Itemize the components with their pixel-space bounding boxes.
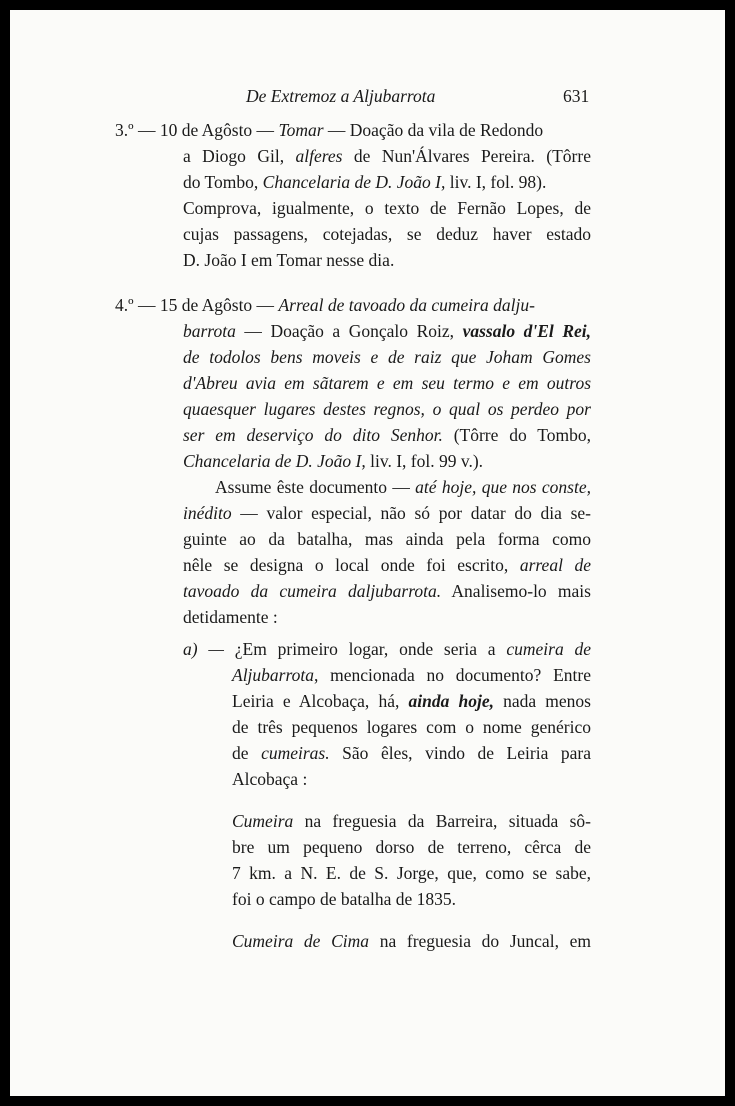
cumeira-line2: bre um pequeno dorso de terreno, cêrca de (232, 837, 591, 857)
para-a-line3: Leiria e Alcobaça, há, ainda hoje, nada menos (232, 691, 591, 711)
entry3-line4: Comprova, igualmente, o texto de Fernão Lopes, de (183, 198, 591, 218)
entry3-line6: D. João I em Tomar nesse dia. (183, 250, 395, 270)
cumeira-line1: Cumeira na freguesia da Barreira, situada sô- (232, 811, 591, 831)
entry4-line5: quaesquer lugares destes regnos, o qual os perdeo por (183, 399, 591, 419)
assume-line2: inédito — valor especial, não só por datar do dia se- (183, 503, 591, 523)
assume-line3: guinte ao da batalha, mas ainda pela forma como (183, 529, 591, 549)
para-a-line5: de cumeiras. São êles, vindo de Leiria para (232, 743, 591, 763)
entry4-line3: de todolos bens moveis e de raiz que Joham Gomes (183, 347, 591, 367)
entry3-line5: cujas passagens, cotejadas, se deduz haver estado (183, 224, 591, 244)
entry3-line2: a Diogo Gil, alferes de Nun'Álvares Pereira. (Tôrre (183, 146, 591, 166)
entry4-line2: barrota — Doação a Gonçalo Roiz, vassalo d'El Rei, (183, 321, 592, 341)
cumeira-line4: foi o campo de batalha de 1835. (232, 889, 457, 909)
assume-line6: detidamente : (183, 607, 278, 627)
para-a-line6: Alcobaça : (232, 769, 308, 789)
page-header (10, 86, 725, 112)
entry4-line4: d'Abreu avia em sãtarem e em seu termo e em outros (183, 373, 591, 393)
entry4-line1: 4.º — 15 de Agôsto — Arreal de tavoado da cumeira dalju- (115, 295, 535, 315)
para-a-line2: Aljubarrota, mencionada no documento? Entre (232, 665, 591, 685)
book-page (10, 10, 725, 1096)
entry3-line3: do Tombo, Chancelaria de D. João I, liv. I, fol. 98). (183, 172, 547, 192)
entry4-number: 4.º (115, 295, 134, 315)
assume-line4: nêle se designa o local onde foi escrito, arreal de (183, 555, 591, 575)
running-title: De Extremoz a Aljubarrota (246, 86, 436, 106)
entry4-line6: ser em deserviço do dito Senhor. (Tôrre do Tombo, (183, 425, 591, 445)
entry3-number: 3.º (115, 120, 134, 140)
para-a-label: a) — (183, 639, 235, 659)
cima-line1: Cumeira de Cima na freguesia do Juncal, em (232, 931, 591, 951)
entry3-place: Tomar (278, 120, 324, 140)
page-number: 631 (563, 86, 590, 106)
assume-line5: tavoado da cumeira daljubarrota. Analisemo-lo mais (183, 581, 591, 601)
para-a-line1: a) — ¿Em primeiro logar, onde seria a cumeira de (183, 639, 592, 659)
assume-line1: Assume êste documento — até hoje, que nos conste, (215, 477, 591, 497)
cumeira-line3: 7 km. a N. E. de S. Jorge, que, como se sabe, (232, 863, 591, 883)
para-a-line4: de três pequenos logares com o nome genérico (232, 717, 591, 737)
entry4-line7: Chancelaria de D. João I, liv. I, fol. 99 v.). (183, 451, 484, 471)
entry3-line1: 3.º — 10 de Agôsto — Tomar — Doação da vila de Redondo (115, 120, 544, 140)
